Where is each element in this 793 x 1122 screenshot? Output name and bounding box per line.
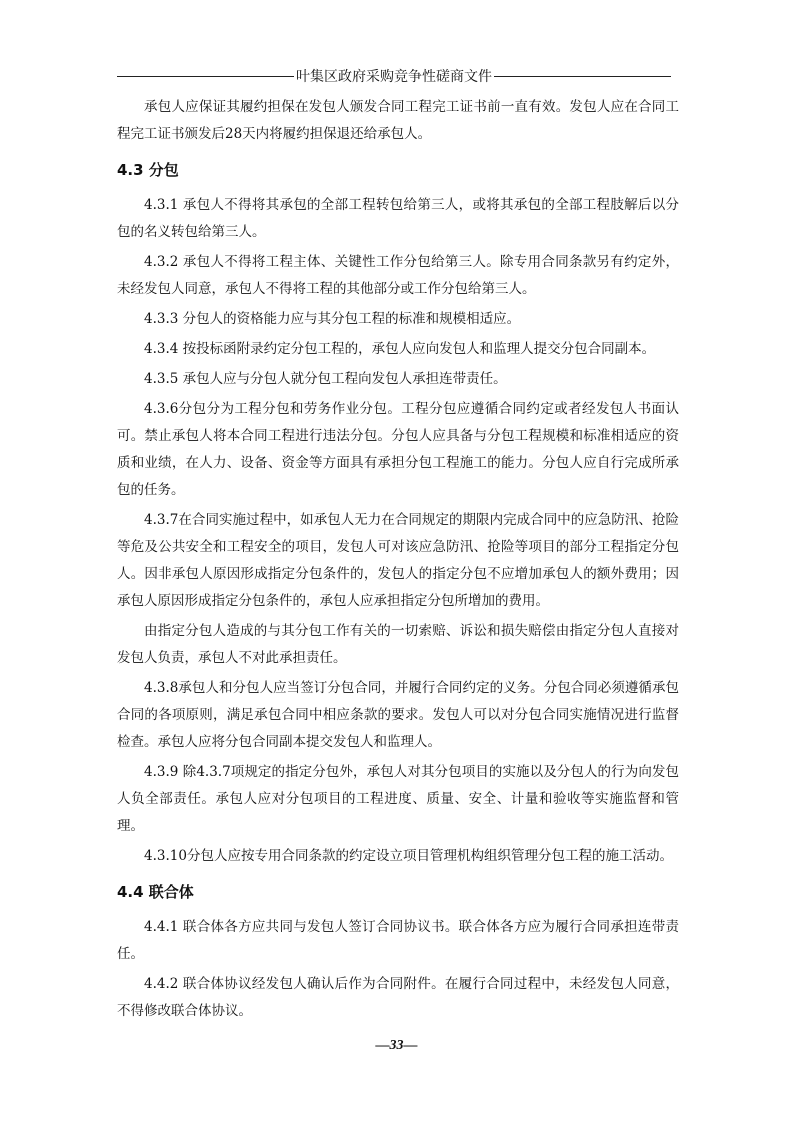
- clause-4-3-9: 4.3.9 除4.3.7项规定的指定分包外，承包人对其分包项目的实施以及分包人的行为向发包人负全部责任。承包人应对分包项目的工程进度、质量、安全、计量和验收等实施监督和管理。: [117, 764, 679, 834]
- section-heading-4-3: 4.3 分包: [117, 161, 179, 179]
- clause-4-3-3: 4.3.3 分包人的资格能力应与其分包工程的标准和规模相适应。: [144, 311, 521, 327]
- clause-4-3-8: 4.3.8承包人和分包人应当签订分包合同，并履行合同约定的义务。分包合同必须遵循承包合同的各项原则，满足承包合同中相应条款的要求。发包人可以对分包合同实施情况进行监督检查。承包人应将分包合同副本提交发包人和监理人。: [117, 680, 679, 750]
- clause-4-4-1: 4.4.1 联合体各方应共同与发包人签订合同协议书。联合体各方应为履行合同承担连带责任。: [117, 919, 679, 962]
- clause-4-3-7-continued: 由指定分包人造成的与其分包工作有关的一切索赔、诉讼和损失赔偿由指定分包人直接对发包人负责，承包人不对此承担责任。: [117, 623, 679, 666]
- clause-4-3-7: 4.3.7在合同实施过程中，如承包人无力在合同规定的期限内完成合同中的应急防汛、抢险等危及公共安全和工程安全的项目，发包人可对该应急防汛、抢险等项目的部分工程指定分包人。因非承包人原因形成指定分包条件的，发包人的指定分包不应增加承包人的额外费用；因承包人原因形成指定分包条件的，承包人应承担指定分包所增加的费用。: [117, 512, 679, 609]
- clause-4-3-1: 4.3.1 承包人不得将其承包的全部工程转包给第三人，或将其承包的全部工程肢解后以分包的名义转包给第三人。: [117, 197, 679, 240]
- clause-4-3-4: 4.3.4 按投标函附录约定分包工程的，承包人应向发包人和监理人提交分包合同副本。: [144, 341, 656, 357]
- intro-paragraph: 承包人应保证其履约担保在发包人颁发合同工程完工证书前一直有效。发包人应在合同工程完工证书颁发后28天内将履约担保退还给承包人。: [117, 99, 679, 142]
- document-title: 叶集区政府采购竞争性磋商文件: [296, 69, 492, 85]
- clause-4-3-2: 4.3.2 承包人不得将工程主体、关键性工作分包给第三人。除专用合同条款另有约定外，未经发包人同意，承包人不得将工程的其他部分或工作分包给第三人。: [117, 254, 679, 297]
- clause-4-4-2: 4.4.2 联合体协议经发包人确认后作为合同附件。在履行合同过程中，未经发包人同意，不得修改联合体协议。: [117, 976, 679, 1019]
- clause-4-3-5: 4.3.5 承包人应与分包人就分包工程向发包人承担连带责任。: [144, 371, 507, 387]
- page-header: [117, 66, 671, 86]
- document-body: [117, 94, 679, 1028]
- clause-4-3-6: 4.3.6分包分为工程分包和劳务作业分包。工程分包应遵循合同约定或者经发包人书面认可。禁止承包人将本合同工程进行违法分包。分包人应具备与分包工程规模和标准相适应的资质和业绩，在人力、设备、资金等方面具有承担分包工程施工的能力。分包人应自行完成所承包的任务。: [117, 401, 679, 498]
- page-number: —33—: [375, 1038, 418, 1053]
- clause-4-3-10: 4.3.10分包人应按专用合同条款的约定设立项目管理机构组织管理分包工程的施工活动。: [144, 848, 673, 864]
- section-heading-4-4: 4.4 联合体: [117, 883, 194, 901]
- header-rule-left: [117, 76, 294, 77]
- header-rule-right: [494, 76, 671, 77]
